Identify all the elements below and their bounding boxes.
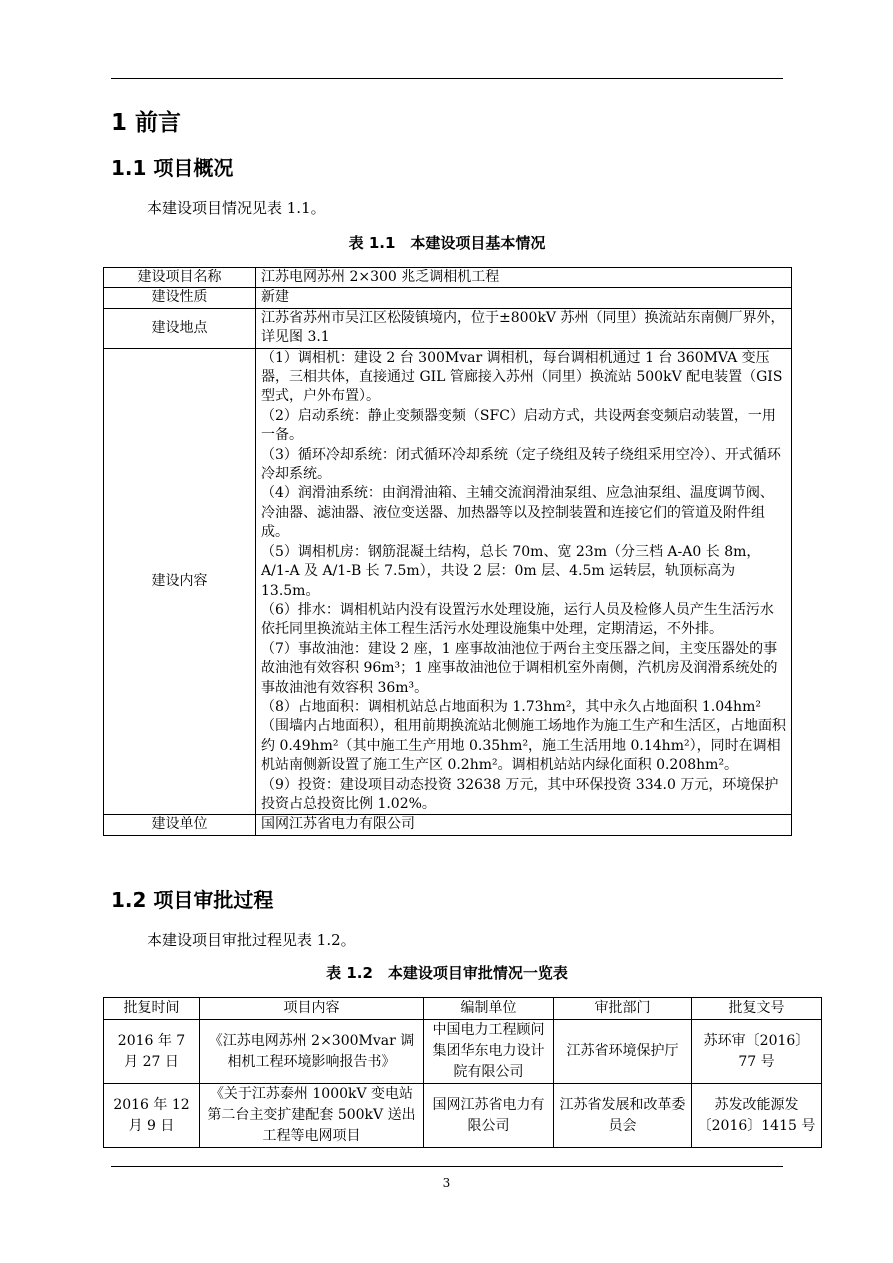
table-cell-value xyxy=(256,348,792,815)
table-cell-label: 建设单位 xyxy=(104,815,256,835)
content-item: （9）投资：建设项目动态投资 32638 万元，其中环保投资 334.0 万元，环境保护投资占总投资比例 1.02%。 xyxy=(261,776,779,812)
table-row xyxy=(104,348,792,815)
table-cell: 国网江苏省电力有限公司 xyxy=(424,1084,554,1148)
table-header-row xyxy=(104,998,822,1020)
table-row xyxy=(104,1084,822,1148)
table-cell: 2016 年 7 月 27 日 xyxy=(104,1020,200,1084)
content-item: （7）事故油池：建设 2 座，1 座事故油池位于两台主变压器之间，主变压器处的事故油池有效容积 96m³；1 座事故油池位于调相机室外南侧，汽机房及润滑系统处的事故油池有效容积 36m³。 xyxy=(261,640,778,696)
chapter-heading: 1 前言 xyxy=(111,110,182,136)
column-header: 项目内容 xyxy=(200,998,424,1020)
page-number: 3 xyxy=(442,1176,451,1190)
footer-rule xyxy=(111,1166,783,1167)
column-header: 编制单位 xyxy=(424,998,554,1020)
table-cell: 苏发改能源发〔2016〕1415 号 xyxy=(692,1084,822,1148)
table-cell: 2016 年 12 月 9 日 xyxy=(104,1084,200,1148)
column-header: 批复时间 xyxy=(104,998,200,1020)
table-1-2-caption: 表 1.2 本建设项目审批情况一览表 xyxy=(326,964,568,982)
section-1-1-intro: 本建设项目情况见表 1.1。 xyxy=(147,199,326,217)
table-row xyxy=(104,268,792,288)
table-row xyxy=(104,815,792,835)
table-cell-label: 建设项目名称 xyxy=(104,268,256,288)
table-cell: 《关于江苏泰州 1000kV 变电站第二台主变扩建配套 500kV 送出工程等电网项目 xyxy=(200,1084,424,1148)
table-row xyxy=(104,288,792,308)
table-cell-value: 新建 xyxy=(256,288,792,308)
content-item: （2）启动系统：静止变频器变频（SFC）启动方式，共设两套变频启动装置，一用一备。 xyxy=(261,407,776,444)
section-1-2-intro: 本建设项目审批过程见表 1.2。 xyxy=(147,931,356,949)
table-cell-value: 国网江苏省电力有限公司 xyxy=(256,815,792,835)
table-1-1-caption: 表 1.1 本建设项目基本情况 xyxy=(348,234,546,252)
content-item: （1）调相机：建设 2 台 300Mvar 调相机，每台调相机通过 1 台 360MVA 变压器，三相共体，直接通过 GIL 管廊接入苏州（同里）换流站 500kV 配电装置（GIS 型式，户外布置）。 xyxy=(261,349,783,405)
project-basic-info-table xyxy=(103,267,792,836)
section-heading-1-2: 1.2 项目审批过程 xyxy=(111,888,274,912)
table-cell-value: 江苏电网苏州 2×300 兆乏调相机工程 xyxy=(256,268,792,288)
content-item: （6）排水：调相机站内没有设置污水处理设施，运行人员及检修人员产生生活污水依托同里换流站主体工程生活污水处理设施集中处理，定期清运，不外排。 xyxy=(261,601,774,638)
content-item: （3）循环冷却系统：闭式循环冷却系统（定子绕组及转子绕组采用空冷）、开式循环冷却系统。 xyxy=(261,446,781,483)
header-rule xyxy=(111,78,783,79)
table-cell: 江苏省发展和改革委员会 xyxy=(554,1084,692,1148)
table-cell-value: 江苏省苏州市吴江区松陵镇境内，位于±800kV 苏州（同里）换流站东南侧厂界外，详见图 3.1 xyxy=(256,308,792,348)
column-header: 审批部门 xyxy=(554,998,692,1020)
table-cell-label: 建设内容 xyxy=(104,348,256,815)
table-cell-label: 建设性质 xyxy=(104,288,256,308)
column-header: 批复文号 xyxy=(692,998,822,1020)
table-cell: 江苏省环境保护厅 xyxy=(554,1020,692,1084)
table-cell: 《江苏电网苏州 2×300Mvar 调相机工程环境影响报告书》 xyxy=(200,1020,424,1084)
content-item: （5）调相机房：钢筋混凝土结构，总长 70m、宽 23m（分三档 A-A0 长 8m，A/1-A 及 A/1-B 长 7.5m），共设 2 层：0m 层、4.5m 运转层，轨顶标高为 13.5m。 xyxy=(261,543,761,599)
content-item: （8）占地面积：调相机站总占地面积为 1.73hm²，其中永久占地面积 1.04hm²（围墙内占地面积），租用前期换流站北侧施工场地作为施工生产和生活区，占地面积约 0.49hm²（其中施工生产用地 0.35hm²，施工生活用地 0.14hm²），同时在调相机站南侧新设置了施工生产区 0.2hm²。调相机站站内绿化面积 0.208hm²。 xyxy=(261,698,786,774)
section-heading-1-1: 1.1 项目概况 xyxy=(111,156,234,180)
table-row xyxy=(104,308,792,348)
approval-table xyxy=(103,997,822,1148)
table-cell-label: 建设地点 xyxy=(104,308,256,348)
table-cell: 中国电力工程顾问集团华东电力设计院有限公司 xyxy=(424,1020,554,1084)
table-row xyxy=(104,1020,822,1084)
table-cell: 苏环审〔2016〕77 号 xyxy=(692,1020,822,1084)
content-item: （4）润滑油系统：由润滑油箱、主辅交流润滑油泵组、应急油泵组、温度调节阀、冷油器、滤油器、液位变送器、加热器等以及控制装置和连接它们的管道及附件组成。 xyxy=(261,485,774,541)
